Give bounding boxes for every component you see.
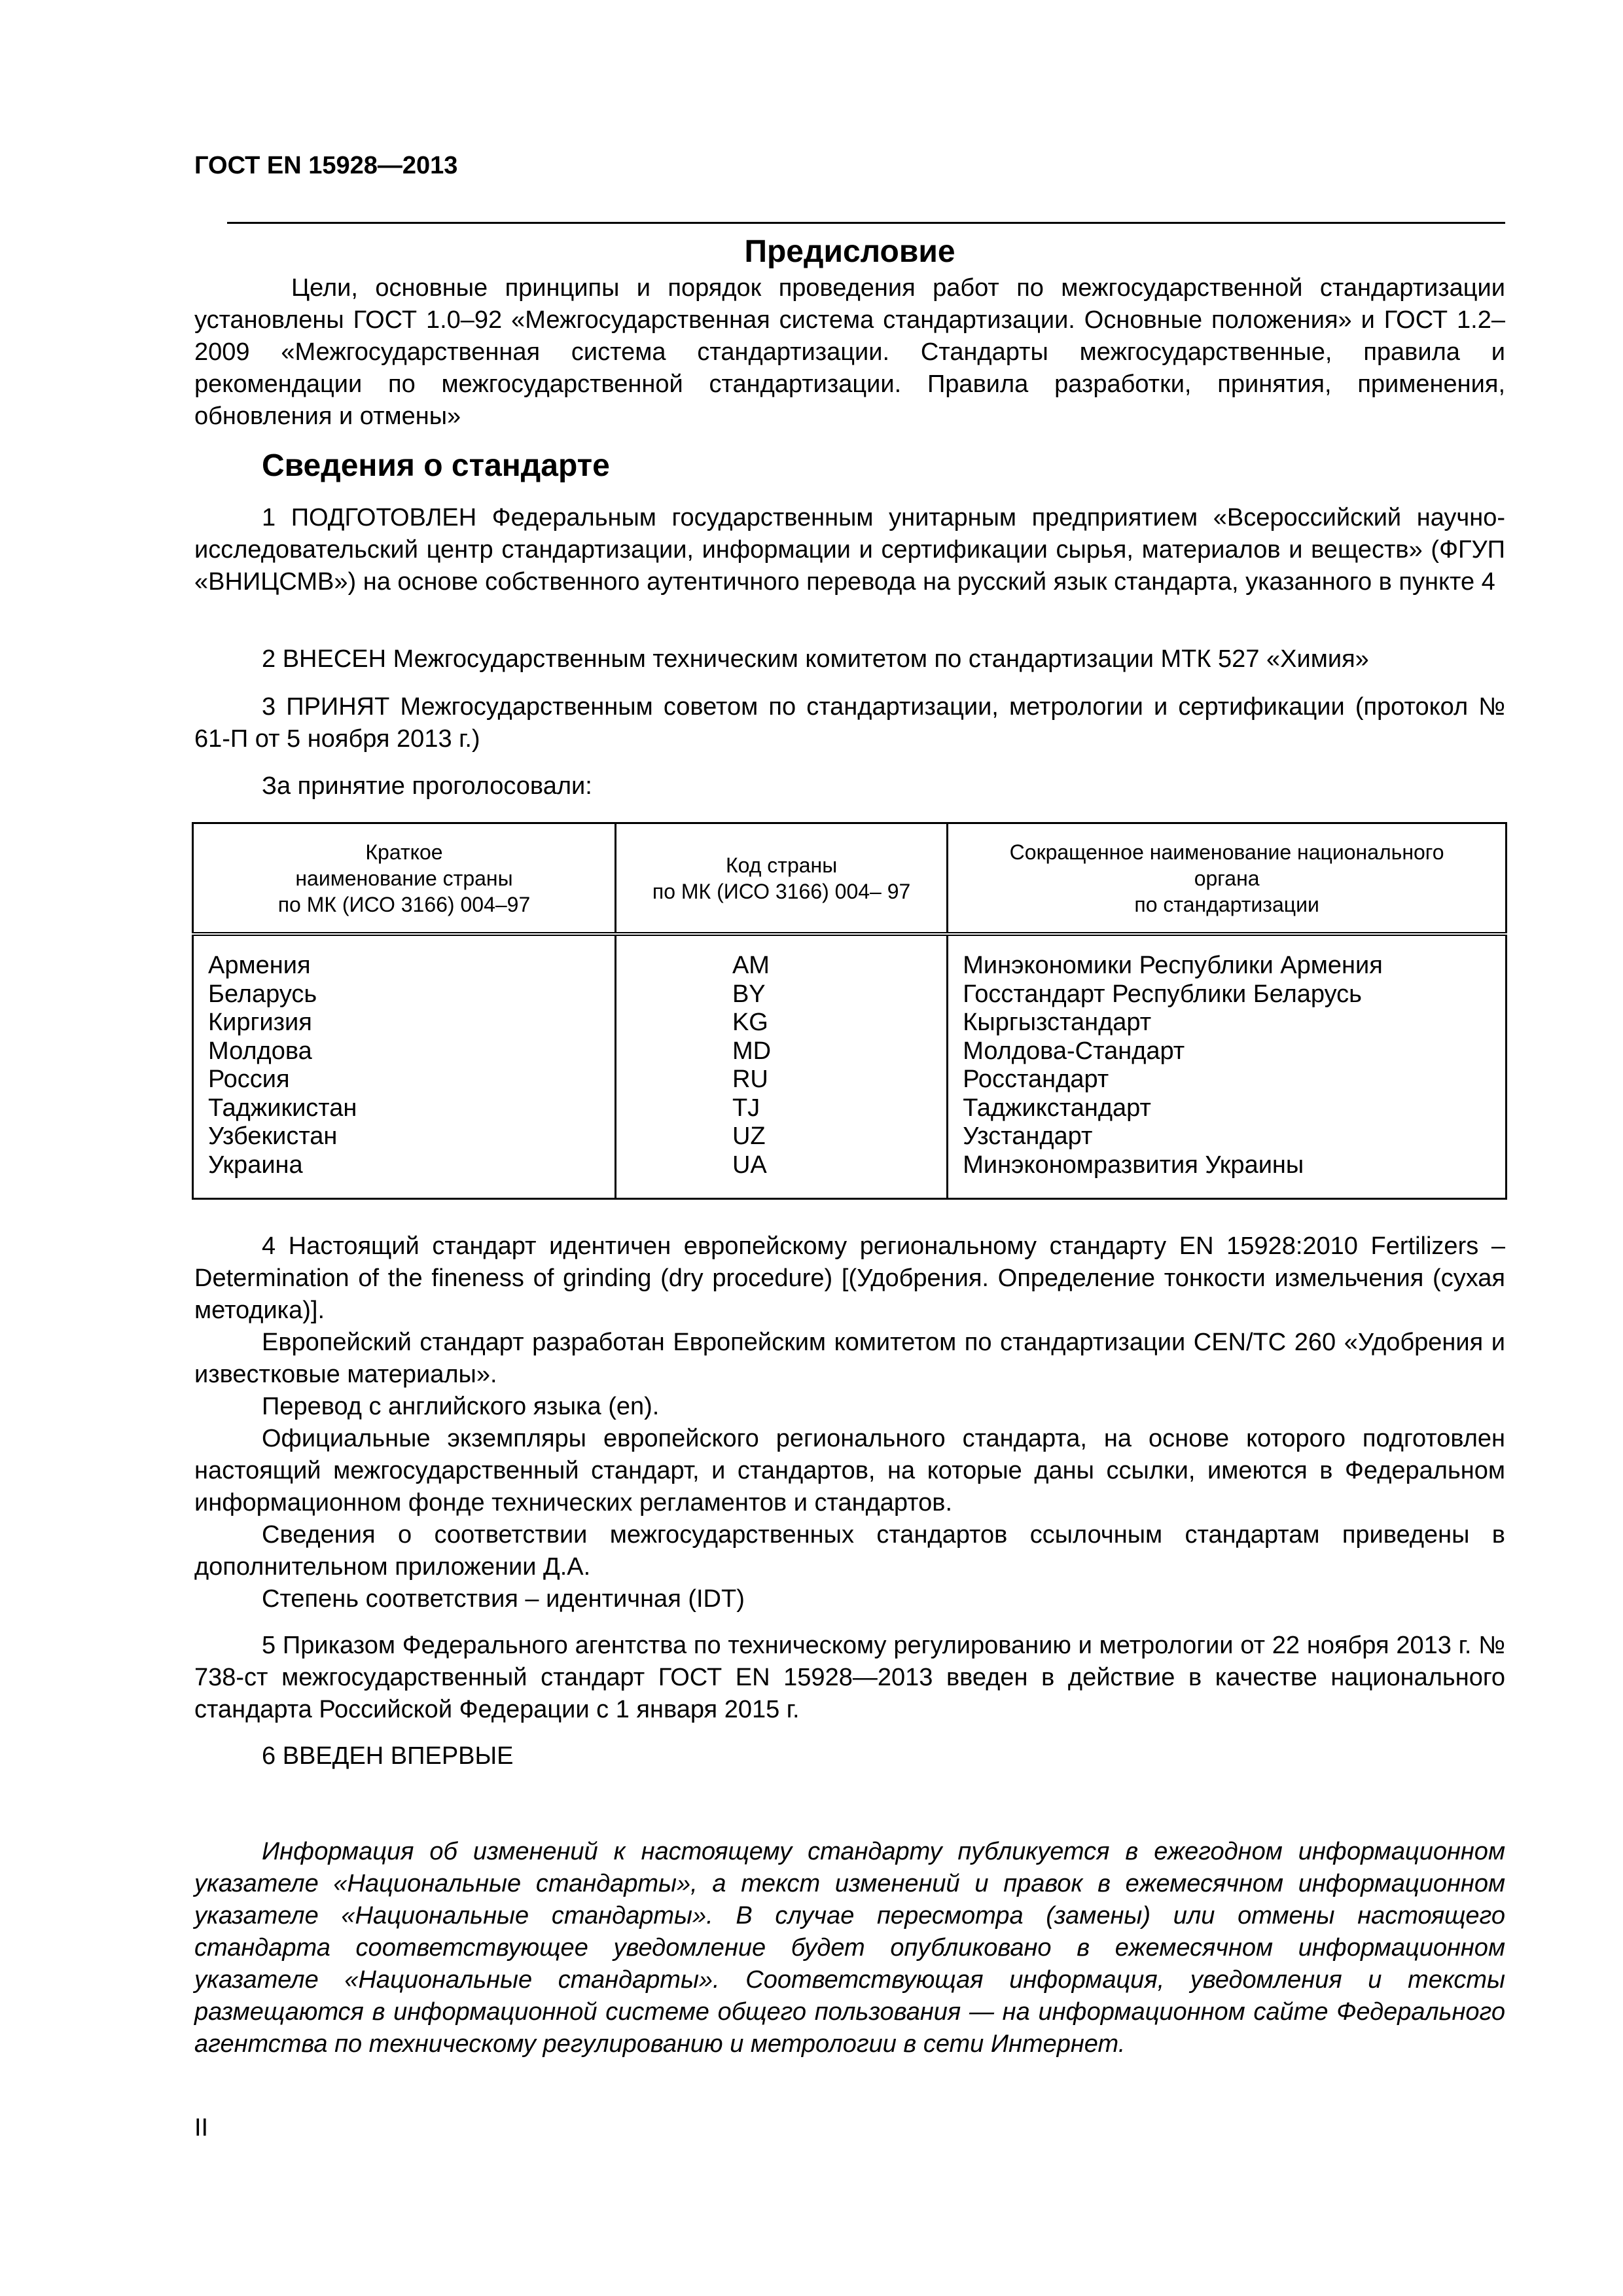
- col-body-header: Сокращенное наименование национального органа по стандартизации: [948, 823, 1507, 935]
- country-cell: Россия: [208, 1066, 290, 1093]
- code-column: [615, 934, 947, 1199]
- body-cell: Минэкономики Республики Армения: [963, 952, 1383, 979]
- table-body-row: [193, 934, 1507, 1199]
- country-cell: Молдова: [208, 1037, 312, 1065]
- body-cell: Таджикстандарт: [963, 1094, 1151, 1122]
- item4-paragraph-6: Степень соответствия – идентичная (IDT): [262, 1585, 745, 1613]
- info-item-2: 2 ВНЕСЕН Межгосударственным техническим комитетом по стандартизации МТК 527 «Химия»: [262, 645, 1369, 673]
- publication-notice: Информация об изменений к настоящему стандарту публикуется в ежегодном информационном указателе «Национальные стандарты», а текст изменений и правок в ежемесячном информационном указателе «Национальные стандарты». В случае пересмотра (замены) или отмены настоящего стандарта соответствующее уведомление будет опубликовано в ежемесячном информационном указателе «Национальные стандарты». Соответствующая информация, уведомления и тексты размещаются в информационной системе общего пользования — на информационном сайте Федерального агентства по техническому регулированию и метрологии в сети Интернет.: [194, 1838, 1505, 2058]
- country-cell: Беларусь: [208, 980, 317, 1008]
- foreword-text: Цели, основные принципы и порядок проведения работ по межгосударственной стандартизации установлены ГОСТ 1.0–92 «Межгосударственная система стандартизации. Основные положения» и ГОСТ 1.2–2009 «Межгосударственная система стандартизации. Стандарты межгосударственные, правила и рекомендации по межгосударственной стандартизации. Правила разработки, принятия, применения, обновления и отмены»: [194, 274, 1505, 430]
- country-cell: Армения: [208, 952, 311, 979]
- code-cell: KG: [732, 1009, 768, 1036]
- info-title: Сведения о стандарте: [262, 448, 610, 483]
- body-cell: Госстандарт Республики Беларусь: [963, 980, 1362, 1008]
- item4-paragraph-3: Перевод с английского языка (en).: [262, 1393, 660, 1420]
- info-item-1: 1 ПОДГОТОВЛЕН Федеральным государственным унитарным предприятием «Всероссийский научно-исследовательский центр стандартизации, информации и сертификации сырья, материалов и веществ» (ФГУП «ВНИЦСМВ») на основе собственного аутентичного перевода на русский язык стандарта, указанного в пункте 4: [194, 504, 1505, 596]
- body-column: [948, 934, 1507, 1199]
- code-cell: UA: [732, 1151, 767, 1179]
- country-cell: Таджикистан: [208, 1094, 357, 1122]
- item4-paragraph-1: 4 Настоящий стандарт идентичен европейскому региональному стандарту EN 15928:2010 Fertilizers – Determination of the fineness of grinding (dry procedure) [(Удобрения. Определение тонкости измельчения (сухая методика)].: [194, 1232, 1505, 1324]
- col-country-header: Краткое наименование страны по МК (ИСО 3166) 004–97: [193, 823, 616, 935]
- body-cell: Узстандарт: [963, 1122, 1093, 1150]
- country-column: [193, 934, 616, 1199]
- foreword-title: Предисловие: [744, 234, 955, 269]
- code-cell: UZ: [732, 1122, 766, 1150]
- body-cell: Молдова-Стандарт: [963, 1037, 1185, 1065]
- country-cell: Украина: [208, 1151, 303, 1179]
- code-cell: MD: [732, 1037, 772, 1065]
- item4-paragraph-4: Официальные экземпляры европейского регионального стандарта, на основе которого подготовлен настоящий межгосударственный стандарт, и стандартов, на которые даны ссылки, имеются в Федеральном информационном фонде технических регламентов и стандартов.: [194, 1425, 1505, 1516]
- code-cell: RU: [732, 1066, 768, 1093]
- document-code-header: ГОСТ EN 15928—2013: [194, 152, 458, 179]
- code-cell: BY: [732, 980, 766, 1008]
- body-cell: Минэкономразвития Украины: [963, 1151, 1304, 1179]
- table-header-row: [193, 823, 1507, 935]
- item5-paragraph: 5 Приказом Федерального агентства по техническому регулированию и метрологии от 22 ноября 2013 г. № 738-ст межгосударственный стандарт ГОСТ EN 15928—2013 введен в действие в качестве национального стандарта Российской Федерации с 1 января 2015 г.: [194, 1632, 1505, 1723]
- header-rule: [227, 222, 1505, 224]
- page-number: II: [194, 2114, 209, 2142]
- item6-paragraph: 6 ВВЕДЕН ВПЕРВЫЕ: [262, 1742, 514, 1770]
- voted-label: За принятие проголосовали:: [262, 772, 592, 800]
- country-cell: Киргизия: [208, 1009, 312, 1036]
- item4-paragraph-5: Сведения о соответствии межгосударственных стандартов ссылочным стандартам приведены в дополнительном приложении Д.А.: [194, 1521, 1505, 1581]
- item4-paragraph-2: Европейский стандарт разработан Европейским комитетом по стандартизации CEN/TC 260 «Удобрения и известковые материалы».: [194, 1329, 1505, 1388]
- code-cell: TJ: [732, 1094, 760, 1122]
- code-cell: AM: [732, 952, 770, 979]
- body-cell: Росстандарт: [963, 1066, 1109, 1093]
- info-item-3: 3 ПРИНЯТ Межгосударственным советом по стандартизации, метрологии и сертификации (протокол № 61-П от 5 ноября 2013 г.): [194, 693, 1505, 753]
- col-code-header: Код страны по МК (ИСО 3166) 004– 97: [615, 823, 947, 935]
- body-cell: Кыргызстандарт: [963, 1009, 1152, 1036]
- voting-table: [192, 822, 1507, 1200]
- country-cell: Узбекистан: [208, 1122, 338, 1150]
